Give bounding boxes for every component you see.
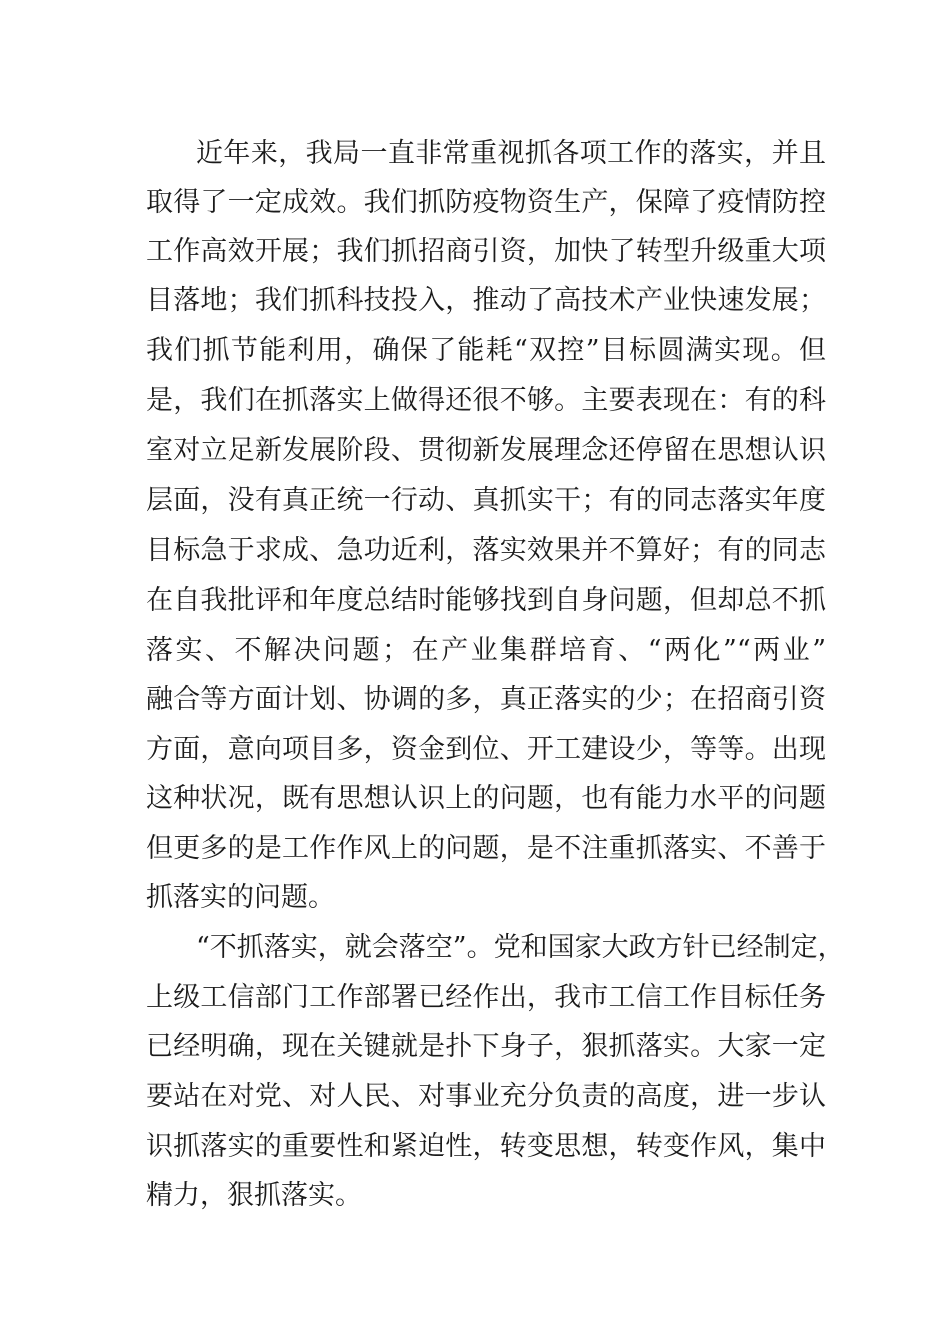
text-line: 这种状况，既有思想认识上的问题，也有能力水平的问题	[146, 783, 826, 814]
text-line: 已经明确，现在关键就是扑下身子，狠抓落实。大家一定	[146, 1031, 826, 1062]
text-line: 我们抓节能利用，确保了能耗“双控”目标圆满实现。但	[146, 335, 826, 366]
text-line: “不抓落实，就会落空”。党和国家大政方针已经制定，	[196, 932, 845, 963]
text-line: 取得了一定成效。我们抓防疫物资生产，保障了疫情防控	[146, 187, 826, 218]
text-line: 层面，没有真正统一行动、真抓实干；有的同志落实年度	[146, 485, 826, 516]
text-line: 但更多的是工作作风上的问题，是不注重抓落实、不善于	[146, 833, 826, 864]
text-line: 方面，意向项目多，资金到位、开工建设少，等等。出现	[146, 734, 826, 765]
text-line: 上级工信部门工作部署已经作出，我市工信工作目标任务	[146, 982, 826, 1013]
text-line: 近年来，我局一直非常重视抓各项工作的落实，并且	[196, 138, 826, 169]
text-line: 精力，狠抓落实。	[146, 1180, 362, 1211]
text-line: 室对立足新发展阶段、贯彻新发展理念还停留在思想认识	[146, 435, 826, 466]
text-line: 抓落实的问题。	[146, 882, 335, 913]
text-line: 目标急于求成、急功近利，落实效果并不算好；有的同志	[146, 535, 826, 566]
text-line: 识抓落实的重要性和紧迫性，转变思想，转变作风，集中	[146, 1131, 826, 1162]
text-line: 要站在对党、对人民、对事业充分负责的高度，进一步认	[146, 1081, 826, 1112]
text-line: 工作高效开展；我们抓招商引资，加快了转型升级重大项	[146, 236, 826, 267]
text-line: 落实、不解决问题；在产业集群培育、“两化”“两业”	[146, 635, 826, 666]
text-line: 是，我们在抓落实上做得还很不够。主要表现在：有的科	[146, 385, 826, 416]
text-line: 融合等方面计划、协调的多，真正落实的少；在招商引资	[146, 684, 826, 715]
text-line: 在自我批评和年度总结时能够找到自身问题，但却总不抓	[146, 585, 826, 616]
text-line: 目落地；我们抓科技投入，推动了高技术产业快速发展；	[146, 285, 826, 316]
